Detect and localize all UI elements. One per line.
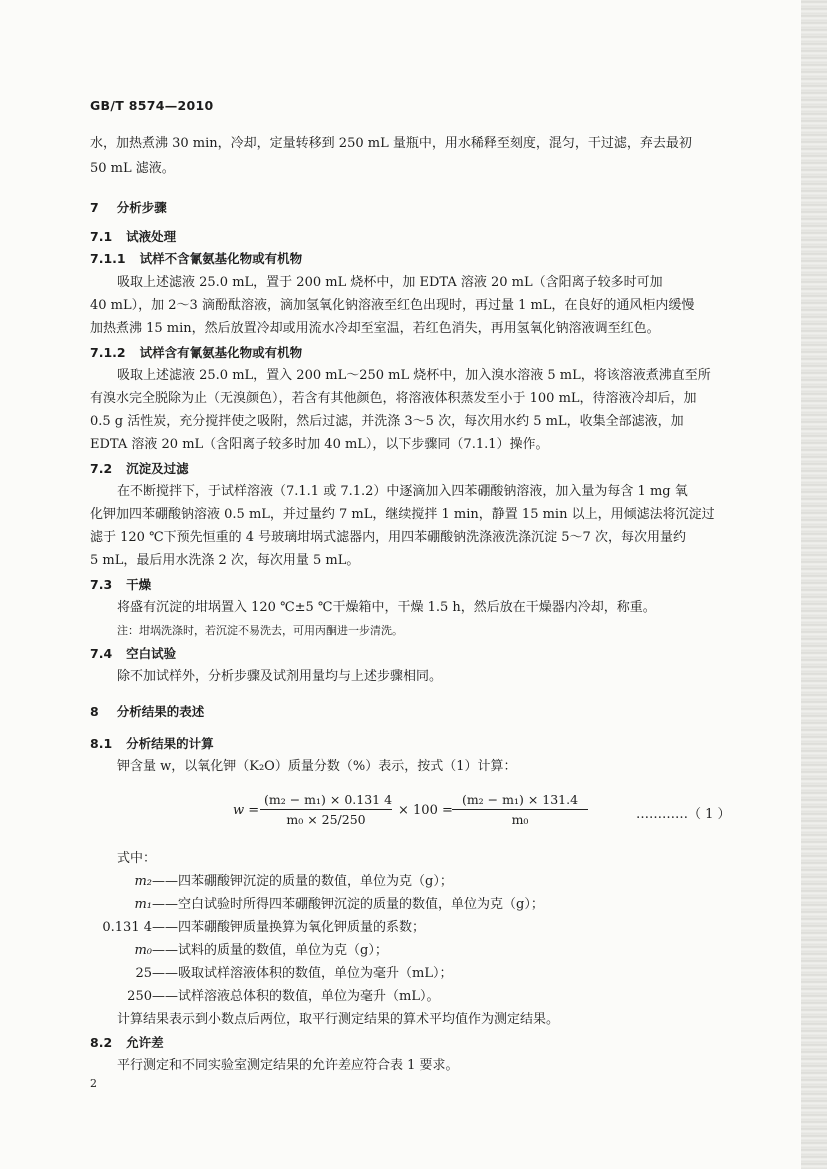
where-item-25	[90, 964, 452, 984]
intro-line-1: 水，加热煮沸 30 min，冷却，定量转移到 250 mL 量瓶中，用水稀释至刻度，混匀，干过滤，弃去最初	[90, 136, 692, 151]
where-symbol: m₂	[134, 874, 152, 889]
section-7-1-title: 试液处理	[126, 229, 177, 244]
where-intro: 式中：	[117, 851, 157, 866]
where-description: 试料的质量的数值，单位为克（g）；	[178, 943, 388, 958]
where-item-250	[90, 987, 439, 1007]
section-7-4-number: 7.4	[90, 646, 113, 661]
formula-times-100: × 100 =	[398, 803, 453, 818]
formula-fraction-2-numerator: (m₂ − m₁) × 131.4	[461, 792, 579, 807]
where-description: 四苯硼酸钾质量换算为氧化钾质量的系数；	[178, 920, 426, 935]
section-7-title: 分析步骤	[116, 200, 167, 215]
standard-number-header: GB/T 8574—2010	[90, 98, 214, 113]
section-8-number: 8	[90, 704, 99, 719]
section-7-4-heading	[90, 644, 176, 664]
para-7-2-line-3: 滤于 120 ℃下预先恒重的 4 号玻璃坩埚式滤器内，用四苯硼酸钠洗涤液洗涤沉淀 5～7 次，每次用量约	[90, 530, 686, 545]
section-7-number: 7	[90, 200, 99, 215]
formula-lhs: w =	[233, 803, 260, 818]
where-symbol: 25	[135, 966, 152, 981]
para-7-4-line: 除不加试样外，分析步骤及试剂用量均与上述步骤相同。	[117, 669, 443, 684]
section-7-1-2-heading	[90, 343, 302, 363]
section-7-1-2-title: 试样含有氰氨基化物或有机物	[139, 345, 303, 360]
section-8-heading	[90, 702, 204, 722]
section-8-1-heading	[90, 734, 214, 754]
para-7-2-line-2: 化钾加四苯硼酸钠溶液 0.5 mL，并过量约 7 mL，继续搅拌 1 min，静置 15 min 以上，用倾滤法将沉淀过	[90, 507, 715, 522]
section-7-1-number: 7.1	[90, 229, 113, 244]
where-description: 试样溶液总体积的数值，单位为毫升（mL）。	[178, 989, 440, 1004]
para-7-1-2-line-2: 有溴水完全脱除为止（无溴颜色），若含有其他颜色，将溶液体积蒸发至小于 100 mL，待溶液冷却后，加	[90, 391, 697, 406]
where-dash: ——	[152, 897, 178, 912]
page-number: 2	[90, 1077, 97, 1090]
section-7-4-title: 空白试验	[126, 646, 177, 661]
where-symbol: m₁	[134, 897, 152, 912]
section-7-2-heading	[90, 459, 189, 479]
section-7-2-title: 沉淀及过滤	[126, 461, 189, 476]
where-item-m0	[90, 941, 388, 961]
where-dash: ——	[152, 943, 178, 958]
para-7-2-line-1: 在不断搅拌下，于试样溶液（7.1.1 或 7.1.2）中逐滴加入四苯硼酸钠溶液，加入量为每含 1 mg 氧	[117, 484, 688, 499]
section-7-1-1-title: 试样不含氰氨基化物或有机物	[139, 251, 303, 266]
section-8-2-number: 8.2	[90, 1035, 113, 1050]
intro-line-2: 50 mL 滤液。	[90, 161, 175, 176]
formula-equation-number: …………（ 1 ）	[636, 807, 731, 822]
formula-fraction-1-numerator: (m₂ − m₁) × 0.131 4	[264, 792, 393, 807]
section-8-2-title: 允许差	[126, 1035, 164, 1050]
formula-fraction-2	[452, 792, 588, 827]
section-7-3-number: 7.3	[90, 577, 113, 592]
section-7-2-number: 7.2	[90, 461, 113, 476]
para-7-1-1-line-3: 加热煮沸 15 min，然后放置冷却或用流水冷却至室温，若红色消失，再用氢氧化钠溶液调至红色。	[90, 321, 660, 336]
section-7-1-1-heading	[90, 249, 302, 269]
section-7-3-heading	[90, 575, 151, 595]
where-description: 四苯硼酸钾沉淀的质量的数值，单位为克（g）；	[178, 874, 453, 889]
section-7-1-heading	[90, 227, 176, 247]
section-7-3-title: 干燥	[126, 577, 152, 592]
section-7-1-2-number: 7.1.2	[90, 345, 126, 360]
para-7-1-2-line-1: 吸取上述滤液 25.0 mL，置入 200 mL～250 mL 烧杯中，加入溴水溶液 5 mL，将该溶液煮沸直至所	[117, 368, 711, 383]
where-item-m2	[90, 872, 453, 892]
para-7-3-line: 将盛有沉淀的坩埚置入 120 ℃±5 ℃干燥箱中，干燥 1.5 h，然后放在干燥器内冷却，称重。	[117, 600, 656, 615]
formula-fraction-1	[260, 792, 392, 827]
section-7-1-1-number: 7.1.1	[90, 251, 126, 266]
para-8-1-line: 钾含量 w，以氧化钾（K₂O）质量分数（%）表示，按式（1）计算：	[117, 759, 517, 774]
where-dash: ——	[152, 920, 178, 935]
where-dash: ——	[152, 874, 178, 889]
where-description: 空白试验时所得四苯硼酸钾沉淀的质量的数值，单位为克（g）；	[178, 897, 544, 912]
formula-fraction-1-denominator: m₀ × 25/250	[260, 809, 392, 827]
para-8-2-line: 平行测定和不同实验室测定结果的允许差应符合表 1 要求。	[117, 1058, 459, 1073]
formula-fraction-2-denominator: m₀	[452, 809, 588, 827]
where-dash: ——	[152, 989, 178, 1004]
where-item-coefficient	[90, 918, 425, 938]
section-8-1-number: 8.1	[90, 736, 113, 751]
section-7-heading	[90, 198, 167, 218]
para-7-1-1-line-2: 40 mL），加 2～3 滴酚酞溶液，滴加氢氧化钠溶液至红色出现时，再过量 1 mL，在良好的通风柜内缓慢	[90, 298, 695, 313]
result-rounding-note: 计算结果表示到小数点后两位，取平行测定结果的算术平均值作为测定结果。	[117, 1012, 560, 1027]
where-symbol: 250	[127, 989, 152, 1004]
section-8-title: 分析结果的表述	[116, 704, 205, 719]
where-symbol: 0.131 4	[102, 920, 152, 935]
para-7-1-2-line-3: 0.5 g 活性炭，充分搅拌使之吸附，然后过滤，并洗涤 3～5 次，每次用水约 5 mL，收集全部滤液，加	[90, 414, 684, 429]
where-symbol: m₀	[134, 943, 152, 958]
section-8-1-title: 分析结果的计算	[126, 736, 214, 751]
where-description: 吸取试样溶液体积的数值，单位为毫升（mL）；	[178, 966, 453, 981]
note-7-3: 注：坩埚洗涤时，若沉淀不易洗去，可用丙酮进一步清洗。	[117, 624, 403, 637]
where-dash: ——	[152, 966, 178, 981]
scan-edge-noise	[801, 0, 827, 1169]
para-7-1-1-line-1: 吸取上述滤液 25.0 mL，置于 200 mL 烧杯中，加 EDTA 溶液 20 mL（含阳离子较多时可加	[117, 275, 663, 290]
para-7-2-line-4: 5 mL，最后用水洗涤 2 次，每次用量 5 mL。	[90, 553, 360, 568]
para-7-1-2-line-4: EDTA 溶液 20 mL（含阳离子较多时加 40 mL），以下步骤同（7.1.1）操作。	[90, 437, 549, 452]
section-8-2-heading	[90, 1033, 164, 1053]
where-item-m1	[90, 895, 544, 915]
